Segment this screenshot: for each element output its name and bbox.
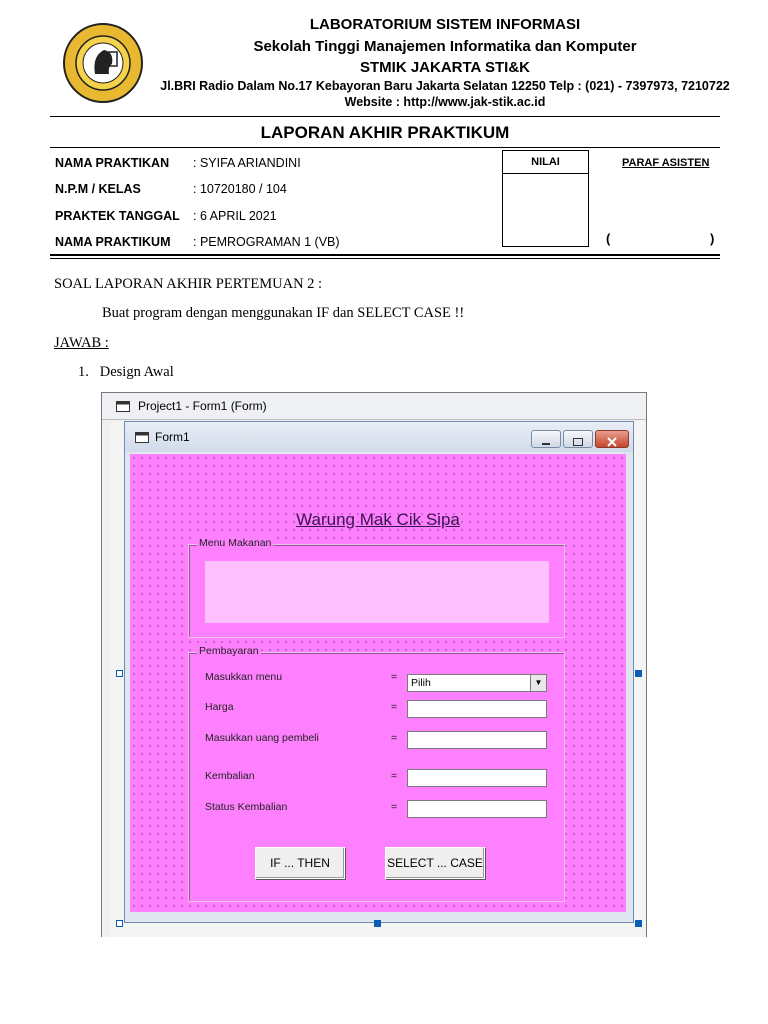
form-caption: Form1 [155,430,190,444]
info-label: PRAKTEK TANGGAL [55,209,180,223]
question-heading: SOAL LAPORAN AKHIR PERTEMUAN 2 : [54,276,323,292]
resize-handle[interactable] [635,670,642,677]
resize-handle[interactable] [116,920,123,927]
question-text: Buat program dengan menggunakan IF dan SELECT CASE !! [102,305,465,321]
field-label: Masukkan uang pembeli [205,732,319,744]
info-value: : SYIFA ARIANDINI [193,156,301,170]
field-label: Status Kembalian [205,801,288,813]
divider [50,116,720,117]
equals-sign: = [391,732,398,744]
school-short-name: STMIK JAKARTA STI&K [360,59,530,76]
lab-name: LABORATORIUM SISTEM INFORMASI [309,16,581,33]
form-window[interactable] [124,421,634,923]
info-value: : 10720180 / 104 [193,182,287,196]
designer-canvas [110,421,646,937]
minimize-button[interactable] [531,430,561,448]
answer-heading: JAWAB : [54,335,109,351]
resize-handle[interactable] [116,670,123,677]
form-icon [135,432,149,443]
if-then-button[interactable]: IF ... THEN [255,847,345,879]
divider [50,254,720,256]
menu-listbox[interactable] [205,561,549,623]
maximize-icon [564,434,592,450]
info-label: N.P.M / KELAS [55,182,141,196]
menu-select[interactable] [407,674,547,692]
info-label: NAMA PRAKTIKAN [55,156,170,170]
change-textbox[interactable] [407,769,547,787]
field-label: Masukkan menu [205,671,283,683]
select-case-button[interactable]: SELECT ... CASE [385,847,485,879]
close-button[interactable] [595,430,629,448]
equals-sign: = [391,770,398,782]
menu-frame [188,537,565,638]
menu-frame-label: Menu Makanan [199,537,272,549]
school-name: Sekolah Tinggi Manajemen Informatika dan Komputer [253,38,637,55]
window-icon [116,401,130,412]
info-value: : 6 APRIL 2021 [193,209,277,223]
form-client-area [130,454,626,912]
divider [50,147,720,148]
school-website: Website : http://www.jak-stik.ac.id [344,95,546,109]
divider [50,258,720,259]
designer-titlebar [102,393,646,420]
signature-paren-close: ) [710,231,715,246]
grade-box [502,150,589,247]
info-label: NAMA PRAKTIKUM [55,235,171,249]
payment-frame-label: Pembayaran [199,645,259,657]
resize-handle[interactable] [635,920,642,927]
chevron-down-icon[interactable]: ▼ [530,675,546,691]
report-title: LAPORAN AKHIR PRAKTIKUM [260,123,510,142]
info-value: : PEMROGRAMAN 1 (VB) [193,235,340,249]
close-icon [596,434,628,450]
school-logo [62,22,144,104]
equals-sign: = [391,701,398,713]
price-textbox[interactable] [407,700,547,718]
change-status-textbox[interactable] [407,800,547,818]
signature-paren-open: ( [606,231,611,246]
field-label: Kembalian [205,770,255,782]
app-title: Warung Mak Cik Sipa [296,510,460,529]
equals-sign: = [391,671,398,683]
payment-textbox[interactable] [407,731,547,749]
grade-box-label: NILAI [503,151,588,174]
equals-sign: = [391,801,398,813]
resize-handle[interactable] [374,920,381,927]
assistant-signature-label: PARAF ASISTEN [622,157,710,169]
minimize-icon [532,434,560,450]
designer-title: Project1 - Form1 (Form) [138,399,267,413]
payment-frame [188,645,565,902]
form-titlebar [125,422,633,452]
maximize-button[interactable] [563,430,593,448]
field-label: Harga [205,701,234,713]
vb-designer-window [101,392,647,937]
school-address: Jl.BRI Radio Dalam No.17 Kebayoran Baru Jakarta Selatan 12250 Telp : (021) - 7397973, 7210722 [160,79,730,93]
step-heading: 1. Design Awal [78,364,174,380]
menu-select-value: Pilih [411,677,431,689]
